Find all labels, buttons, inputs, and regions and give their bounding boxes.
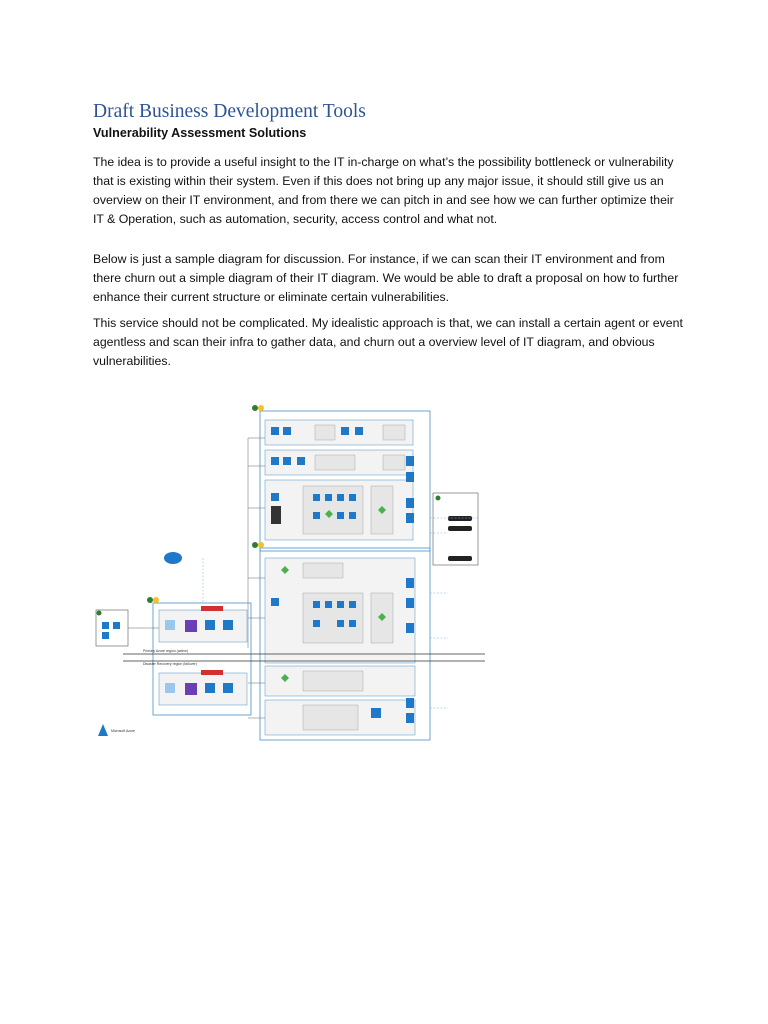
sql-icon bbox=[406, 513, 414, 523]
cloud-icon bbox=[164, 552, 182, 564]
sql-icon bbox=[406, 472, 414, 482]
output-legend bbox=[433, 493, 478, 565]
architecture-diagram-svg bbox=[93, 398, 485, 748]
web-tier bbox=[147, 597, 251, 715]
server-icon bbox=[271, 506, 281, 524]
vm-icon bbox=[341, 427, 349, 435]
document-subtitle: Vulnerability Assessment Solutions bbox=[93, 126, 307, 140]
status-badge bbox=[201, 670, 223, 675]
vm-icon bbox=[355, 427, 363, 435]
azure-logo-text: Microsoft Azure bbox=[111, 729, 136, 733]
secondary-region-label: Disaster Recovery region (failover) bbox=[143, 662, 197, 666]
lightbulb-icon bbox=[258, 405, 264, 411]
step-badge bbox=[252, 405, 258, 411]
users-box bbox=[96, 610, 128, 646]
vm-icon bbox=[283, 427, 291, 435]
azure-logo bbox=[98, 724, 135, 736]
upper-section bbox=[252, 405, 430, 551]
sql-icon bbox=[406, 456, 414, 466]
middle-section bbox=[252, 542, 430, 740]
vm-icon bbox=[283, 457, 291, 465]
architecture-diagram bbox=[93, 398, 485, 748]
document-title: Draft Business Development Tools bbox=[93, 101, 366, 122]
vm-icon bbox=[271, 457, 279, 465]
vm-icon bbox=[271, 493, 279, 501]
vm-icon bbox=[297, 457, 305, 465]
vm-icon bbox=[271, 427, 279, 435]
paragraph-intro: The idea is to provide a useful insight to the IT in-charge on what’s the possibility bottleneck or vulnerability that is existing within their system. Even if this does not bring up any major issue, it should still give us an overview on their IT environment, and from there we can pitch in and see how we can further optimize their IT & Operation, such as automation, security, access control and what not. bbox=[93, 155, 674, 226]
sql-icon bbox=[406, 498, 414, 508]
paragraph-approach: This service should not be complicated. My idealistic approach is that, we can install a certain agent or event agentless and scan their infra to gather data, and churn out a overview level of IT diagram, and obvious vulnerabilities. bbox=[93, 316, 683, 368]
primary-region-label: Primary Azure region (active) bbox=[143, 649, 189, 653]
paragraph-sample-diagram: Below is just a sample diagram for discussion. For instance, if we can scan their IT environment and from there churn out a simple diagram of their IT diagram. We would be able to draft a proposal on how to further enhance their current structure or eliminate certain vulnerabilities. bbox=[93, 252, 679, 304]
status-badge bbox=[201, 606, 223, 611]
